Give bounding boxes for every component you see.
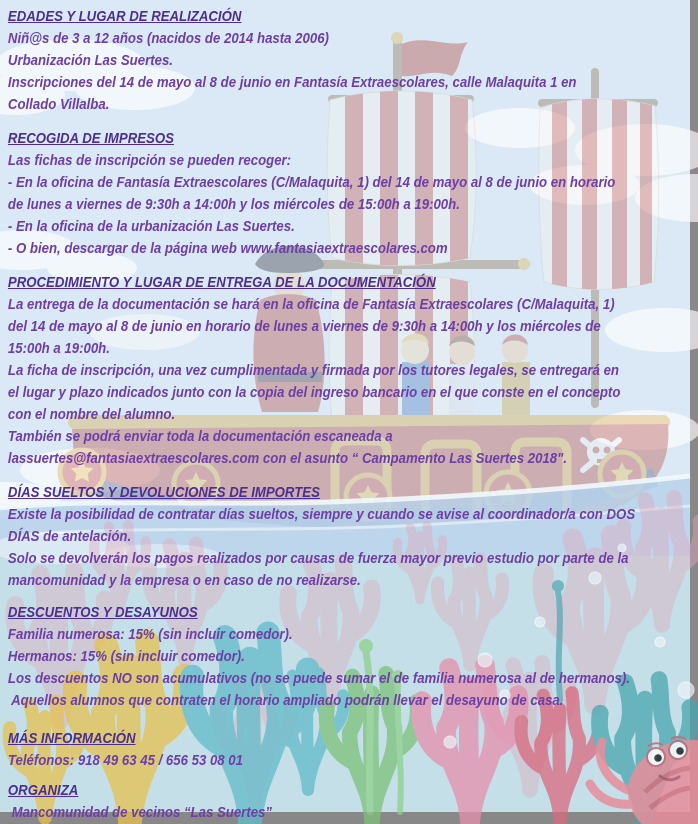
text-line: Los descuentos NO son acumulativos (no se puede sumar el de familia numerosa al de hermanos). xyxy=(7,670,630,687)
phone-numbers-line: Teléfonos: 918 49 63 45 / 656 53 08 01 xyxy=(7,752,243,769)
text-line: 15:00h a 19:00h. xyxy=(7,340,110,357)
section-procedimiento xyxy=(8,272,698,470)
text-line: Solo se devolverán los pagos realizados por causas de fuerza mayor previo estudio por parte de la xyxy=(7,550,629,567)
section-heading: RECOGIDA DE IMPRESOS xyxy=(7,130,174,147)
text-line: de lunes a viernes de 9:30h a 14:00h y los miércoles de 15:00h a 19:00h. xyxy=(7,196,460,213)
section-organiza xyxy=(8,780,698,824)
section-dias-sueltos xyxy=(8,482,698,592)
section-heading: ORGANIZA xyxy=(7,782,79,799)
section-mas-informacion xyxy=(8,728,698,772)
section-recogida xyxy=(8,128,698,260)
section-heading: EDADES Y LUGAR DE REALIZACIÓN xyxy=(7,8,242,25)
section-heading: MÁS INFORMACIÓN xyxy=(7,730,136,747)
text-line: Familia numerosa: 15% (sin incluir comedor). xyxy=(7,626,293,643)
text-line: del 14 de mayo al 8 de junio en horario de lunes a viernes de 9:30h a 14:00h y los miércoles de xyxy=(7,318,601,335)
text-line: La ficha de inscripción, una vez cumplimentada y firmada por los tutores legales, se entregará en xyxy=(7,362,619,379)
section-heading: DÍAS SUELTOS Y DEVOLUCIONES DE IMPORTES xyxy=(7,484,320,501)
text-line: Aquellos alumnos que contraten el horario ampliado podrán llevar el desayuno de casa. xyxy=(7,692,564,709)
text-line: Inscripciones del 14 de mayo al 8 de junio en Fantasía Extraescolares, calle Malaquita 1 en xyxy=(7,74,577,91)
section-heading: PROCEDIMIENTO Y LUGAR DE ENTREGA DE LA DOCUMENTACIÓN xyxy=(7,274,436,291)
text-line: DÍAS de antelación. xyxy=(7,528,132,545)
text-line: Hermanos: 15% (sin incluir comedor). xyxy=(7,648,245,665)
text-line: La entrega de la documentación se hará en la oficina de Fantasía Extraescolares (C/Malaquita, 1) xyxy=(7,296,615,313)
text-line: - En la oficina de Fantasía Extraescolares (C/Malaquita, 1) del 14 de mayo al 8 de junio en horario xyxy=(7,174,616,191)
website-url-line: - O bien, descargar de la página web www.fantasiaextraescolares.com xyxy=(7,240,448,257)
section-descuentos xyxy=(8,602,698,712)
email-line: lassuertes@fantasiaextraescolares.com con el asunto “ Campamento Las Suertes 2018". xyxy=(7,450,568,467)
text-line: el lugar y plazo indicados junto con la copia del ingreso bancario en el que conste en el concepto xyxy=(7,384,621,401)
text-line: Existe la posibilidad de contratar días sueltos, siempre y cuando se avise al coordinador/a con DOS xyxy=(7,506,636,523)
organizer-line: Mancomunidad de vecinos “Las Suertes” xyxy=(7,804,273,821)
text-line: - En la oficina de la urbanización Las Suertes. xyxy=(7,218,295,235)
text-line: Collado Villalba. xyxy=(7,96,110,113)
section-edades xyxy=(8,6,698,116)
text-line: mancomunidad y la empresa o en caso de no realizarse. xyxy=(7,572,361,589)
text-line: Niñ@s de 3 a 12 años (nacidos de 2014 hasta 2006) xyxy=(7,30,329,47)
text-line: También se podrá enviar toda la documentación escaneada a xyxy=(7,428,393,445)
section-heading: DESCUENTOS Y DESAYUNOS xyxy=(7,604,198,621)
text-line: Urbanización Las Suertes. xyxy=(7,52,173,69)
text-line: Las fichas de inscripción se pueden recoger: xyxy=(7,152,292,169)
text-line: con el nombre del alumno. xyxy=(7,406,176,423)
